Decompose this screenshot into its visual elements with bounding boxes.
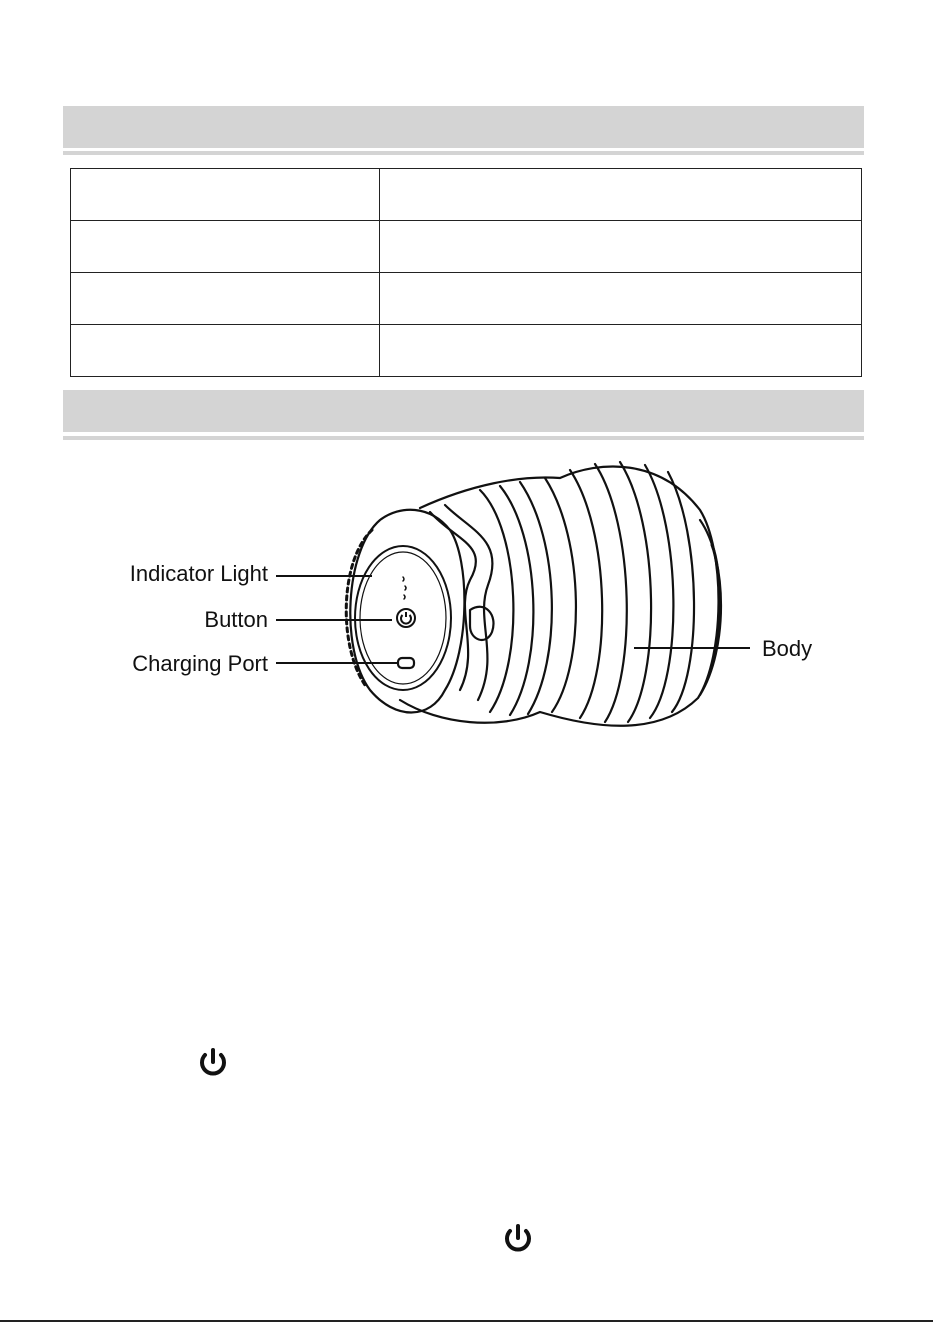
spec-value (380, 273, 862, 325)
front-rim (350, 510, 464, 713)
section-header-2 (63, 390, 864, 432)
indicator-light-label: Indicator Light (129, 561, 268, 586)
indicator-light-marks (403, 577, 406, 599)
charging-port-slot (398, 658, 414, 668)
spec-value (380, 169, 862, 221)
table-row (71, 169, 862, 221)
body-label: Body (762, 636, 813, 661)
table-row (71, 221, 862, 273)
spec-value (380, 325, 862, 377)
product-diagram (0, 450, 933, 740)
section-rule-2 (63, 436, 864, 440)
spec-label (71, 325, 380, 377)
section-header-1 (63, 106, 864, 148)
button-label: Button (204, 607, 268, 632)
spec-label (71, 221, 380, 273)
section-rule-1 (63, 151, 864, 155)
table-row (71, 273, 862, 325)
power-icon (196, 1046, 230, 1080)
spec-label (71, 273, 380, 325)
page-bottom-rule (0, 1320, 933, 1322)
power-icon (501, 1222, 535, 1256)
charging-port-label: Charging Port (132, 651, 268, 676)
face-power-button (397, 609, 415, 627)
spec-table (70, 168, 862, 377)
spec-label (71, 169, 380, 221)
spec-value (380, 221, 862, 273)
table-row (71, 325, 862, 377)
